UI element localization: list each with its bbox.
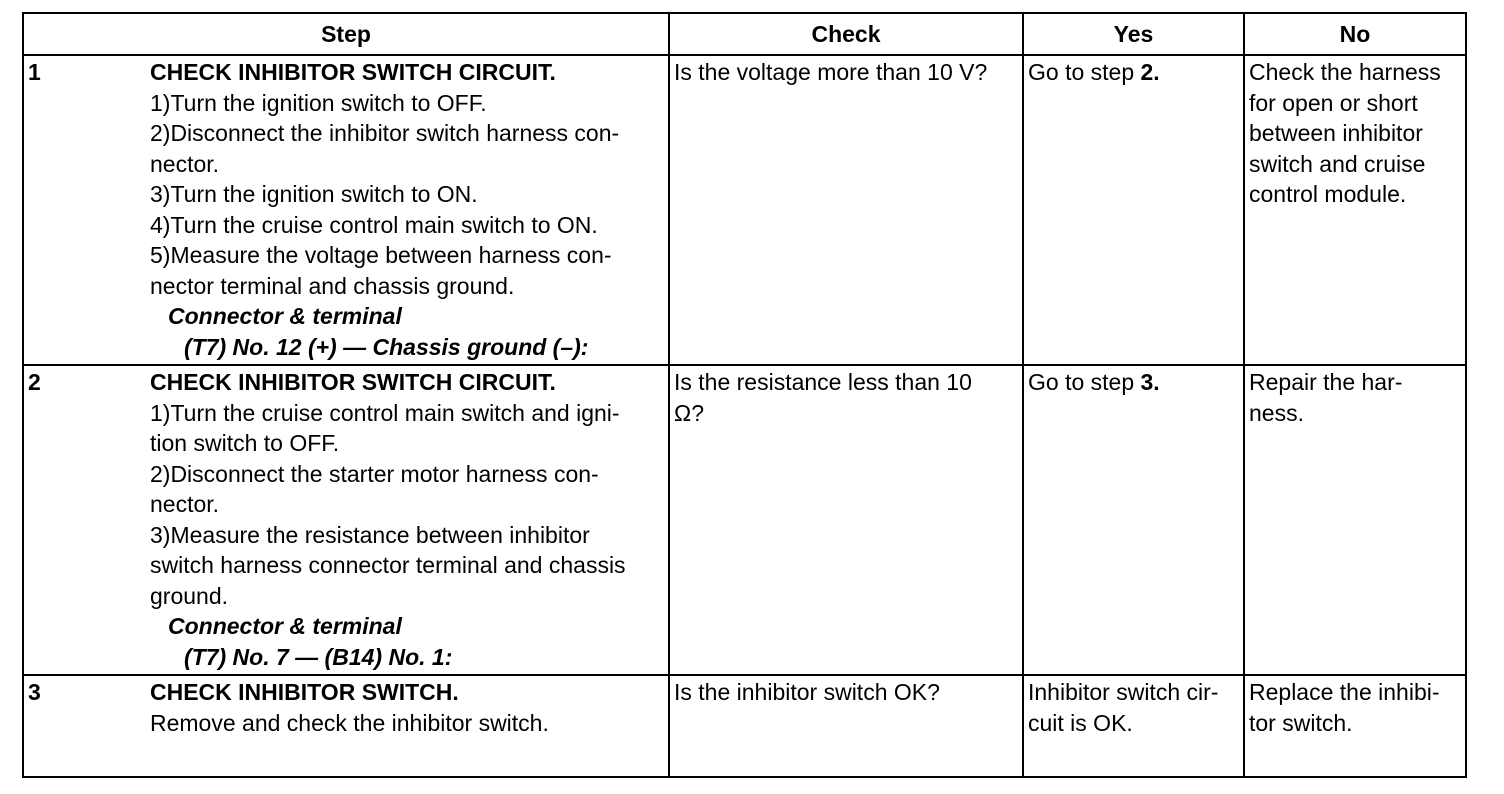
diagnostic-table	[22, 12, 1467, 778]
step-line: nector terminal and chassis ground.	[150, 272, 515, 299]
step-title: CHECK INHIBITOR SWITCH CIRCUIT.	[150, 59, 556, 85]
step-number: 2	[28, 369, 41, 395]
table-row	[23, 675, 1466, 777]
check-cell	[669, 675, 1023, 777]
yes-line: cuit is OK.	[1028, 709, 1133, 736]
no-line: for open or short	[1249, 89, 1418, 116]
yes-cell	[1023, 365, 1244, 675]
no-cell	[1244, 675, 1466, 777]
no-line: ness.	[1249, 399, 1304, 426]
step-line: 5)Measure the voltage between harness con-	[150, 242, 612, 268]
yes-text: Go to step	[1028, 369, 1141, 395]
yes-text: Go to step	[1028, 59, 1141, 85]
header-check: Check	[669, 13, 1023, 55]
step-line: nector.	[150, 491, 220, 517]
step-cell	[23, 365, 669, 675]
header-no: No	[1244, 13, 1466, 55]
yes-step-ref: 2.	[1140, 59, 1160, 85]
no-line: Repair the har-	[1249, 369, 1403, 395]
no-line: Check the harness	[1249, 59, 1441, 85]
check-line: Ω?	[674, 399, 704, 426]
no-cell	[1244, 55, 1466, 365]
step-cell	[23, 675, 669, 777]
check-line: Is the resistance less than 10	[674, 369, 972, 395]
step-line: nector.	[150, 150, 220, 177]
step-line: 3)Measure the resistance between inhibitor	[150, 521, 590, 548]
step-title: CHECK INHIBITOR SWITCH.	[150, 679, 459, 705]
no-line: Replace the inhibi-	[1249, 679, 1440, 705]
step-line: 1)Turn the cruise control main switch and igni-	[150, 399, 620, 426]
step-cell	[23, 55, 669, 365]
check-cell	[669, 365, 1023, 675]
yes-cell	[1023, 675, 1244, 777]
yes-step-ref: 3.	[1140, 369, 1160, 395]
check-cell	[669, 55, 1023, 365]
no-line: switch and cruise	[1249, 150, 1426, 177]
connector-value: (T7) No. 7 — (B14) No. 1:	[184, 643, 453, 670]
no-line: between inhibitor	[1249, 120, 1423, 146]
no-line: control module.	[1249, 181, 1407, 207]
step-line: 2)Disconnect the inhibitor switch harness con-	[150, 120, 620, 146]
header-row	[23, 13, 1466, 55]
step-title: CHECK INHIBITOR SWITCH CIRCUIT.	[150, 369, 556, 395]
check-text: Is the inhibitor switch OK?	[674, 679, 940, 705]
connector-label: Connector & terminal	[168, 613, 402, 639]
header-yes: Yes	[1023, 13, 1244, 55]
step-line: 3)Turn the ignition switch to ON.	[150, 181, 478, 207]
step-line: 1)Turn the ignition switch to OFF.	[150, 89, 487, 116]
connector-value: (T7) No. 12 (+) — Chassis ground (–):	[184, 333, 589, 360]
step-line: Remove and check the inhibitor switch.	[150, 709, 549, 736]
step-number: 3	[28, 679, 41, 705]
connector-label: Connector & terminal	[168, 303, 402, 329]
step-line: 4)Turn the cruise control main switch to ON.	[150, 211, 598, 238]
no-cell	[1244, 365, 1466, 675]
step-line: switch harness connector terminal and chassis	[150, 552, 626, 578]
table-row	[23, 55, 1466, 365]
header-step: Step	[23, 13, 669, 55]
step-number: 1	[28, 59, 41, 85]
check-text: Is the voltage more than 10 V?	[674, 59, 988, 85]
step-line: 2)Disconnect the starter motor harness con-	[150, 460, 599, 487]
yes-line: Inhibitor switch cir-	[1028, 679, 1219, 705]
step-line: tion switch to OFF.	[150, 430, 340, 456]
table-row	[23, 365, 1466, 675]
yes-cell	[1023, 55, 1244, 365]
no-line: tor switch.	[1249, 709, 1353, 736]
step-line: ground.	[150, 582, 229, 609]
